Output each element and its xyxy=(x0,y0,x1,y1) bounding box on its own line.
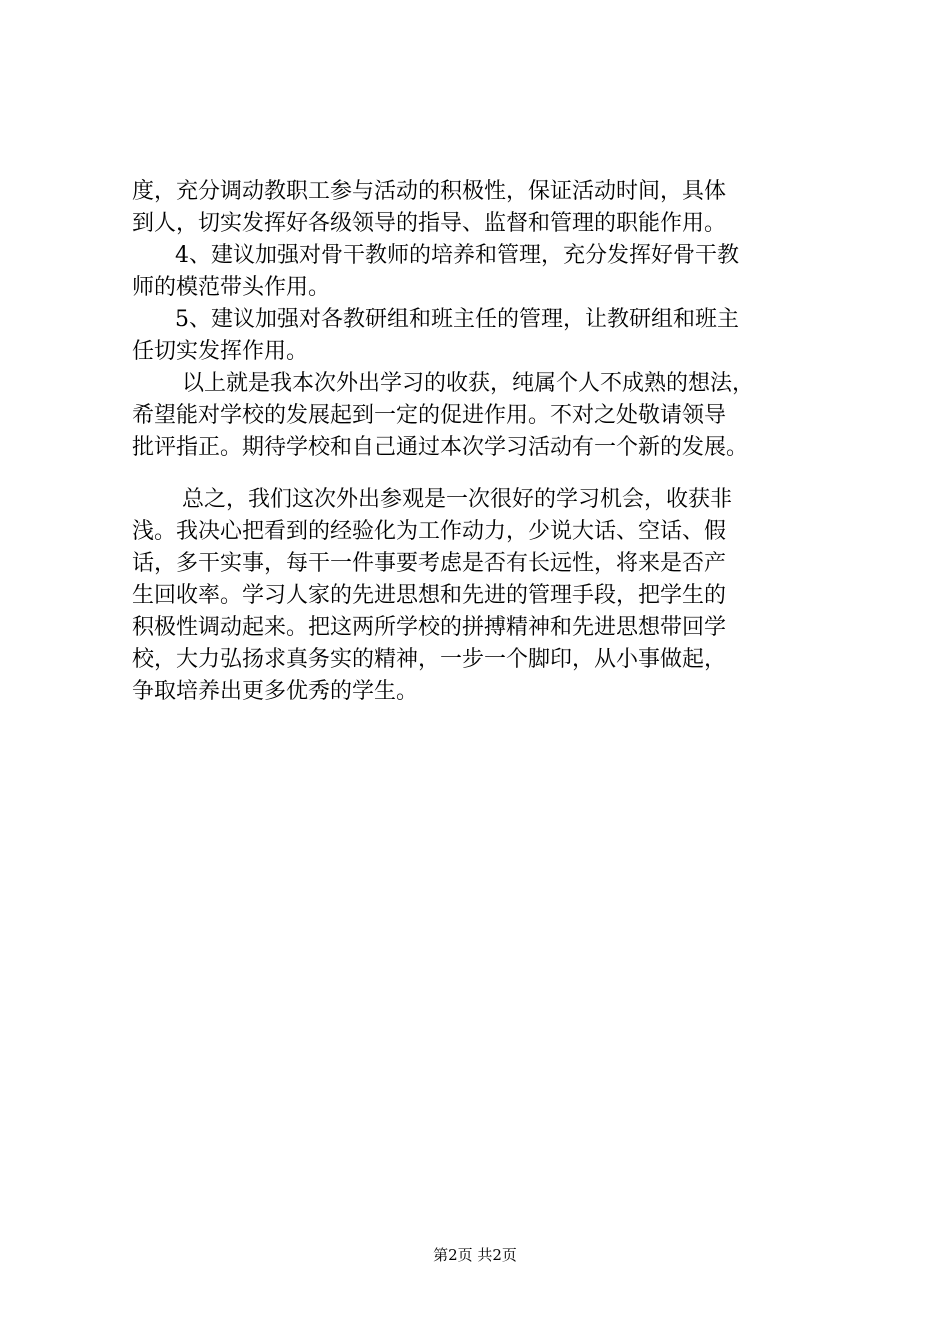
paragraph-line: 校，大力弘扬求真务实的精神，一步一个脚印，从小事做起， xyxy=(132,647,727,672)
paragraph-line: 师的模范带头作用。 xyxy=(132,275,331,300)
paragraph-line: 度，充分调动教职工参与活动的积极性，保证活动时间，具体 xyxy=(132,179,727,204)
paragraph-line: 5、建议加强对各教研组和班主任的管理，让教研组和班主 xyxy=(175,307,739,332)
paragraph-line: 总之，我们这次外出参观是一次很好的学习机会，收获非 xyxy=(182,487,733,512)
paragraph-line: 生回收率。学习人家的先进思想和先进的管理手段，把学生的 xyxy=(132,583,727,608)
paragraph-line: 4、建议加强对骨干教师的培养和管理，充分发挥好骨干教 xyxy=(175,243,739,268)
paragraph-line: 任切实发挥作用。 xyxy=(132,339,309,364)
paragraph-line: 到人，切实发挥好各级领导的指导、监督和管理的职能作用。 xyxy=(132,211,727,236)
paragraph-line: 希望能对学校的发展起到一定的促进作用。不对之处敬请领导 xyxy=(132,403,727,428)
paragraph-line: 争取培养出更多优秀的学生。 xyxy=(132,679,419,704)
paragraph-line: 话，多干实事，每干一件事要考虑是否有长远性，将来是否产 xyxy=(132,551,727,576)
page-number-footer: 第2页 共2页 xyxy=(433,1246,517,1264)
paragraph-line: 批评指正。期待学校和自己通过本次学习活动有一个新的发展。 xyxy=(132,435,749,460)
paragraph-line: 以上就是我本次外出学习的收获，纯属个人不成熟的想法， xyxy=(182,371,755,396)
paragraph-line: 浅。我决心把看到的经验化为工作动力，少说大话、空话、假 xyxy=(132,519,727,544)
paragraph-line: 积极性调动起来。把这两所学校的拼搏精神和先进思想带回学 xyxy=(132,615,727,640)
